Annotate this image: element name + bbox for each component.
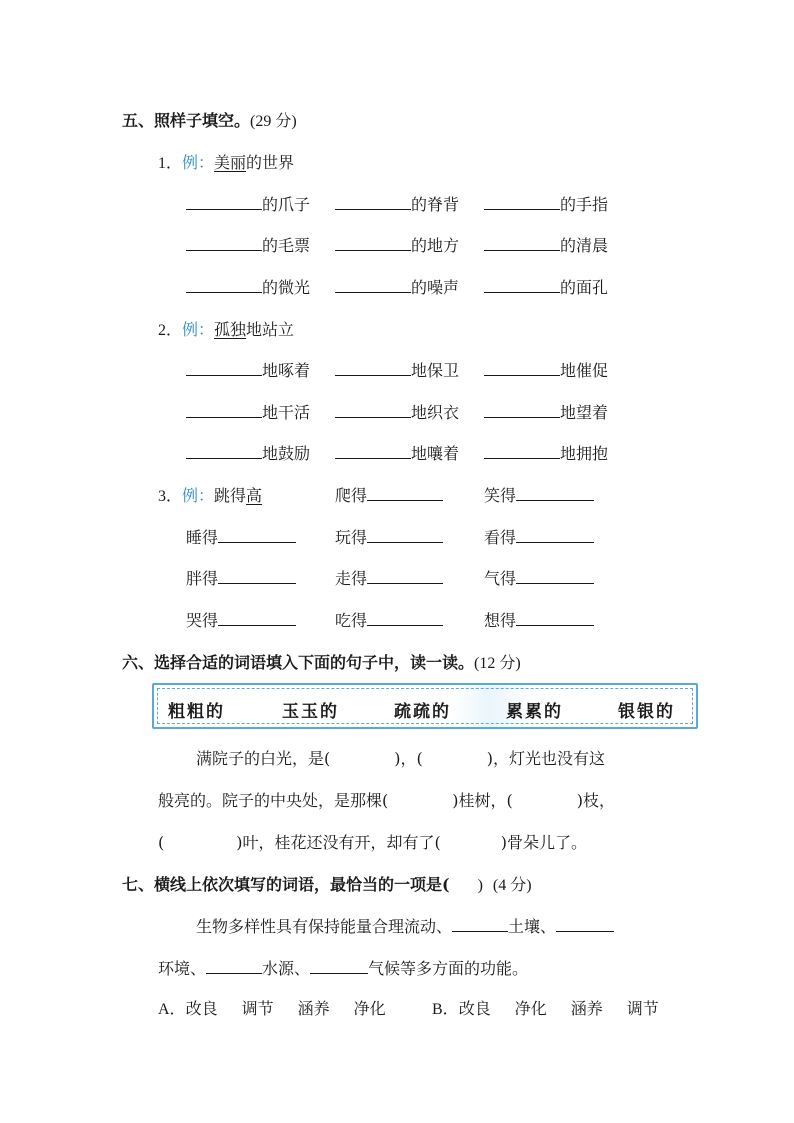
word-bank-item: 疏疏的 <box>394 702 451 722</box>
blank[interactable] <box>484 193 560 210</box>
blank[interactable] <box>335 401 411 418</box>
option-b[interactable]: B．改良 净化 涵养 调节 <box>432 999 659 1018</box>
word-bank-item: 玉玉的 <box>282 702 339 722</box>
blank[interactable] <box>335 442 411 459</box>
blank[interactable] <box>484 442 560 459</box>
q3-row: 想得 <box>484 608 594 631</box>
blank[interactable] <box>484 359 560 376</box>
blank[interactable] <box>310 957 368 974</box>
q3-row: 看得 <box>484 525 594 548</box>
q3-example: 3．例：跳得高 <box>158 486 263 505</box>
blank[interactable] <box>484 234 560 251</box>
blank[interactable] <box>367 609 443 626</box>
q3-row: 睡得 <box>186 525 296 548</box>
blank[interactable] <box>335 359 411 376</box>
example-word: 高 <box>246 486 263 505</box>
passage-line-1: 满院子的白光，是( )，( )，灯光也没有这 <box>196 749 605 768</box>
q7-line-2: 环境、 水源、 气候等多方面的功能。 <box>158 959 529 978</box>
q3-row: 爬得 <box>335 483 443 506</box>
q3-row: 玩得 <box>335 525 443 548</box>
section6-heading: 六、选择合适的词语填入下面的句子中，读一读。(12 分) <box>122 653 521 672</box>
blank[interactable] <box>218 526 296 543</box>
option-a[interactable]: A．改良 调节 涵养 净化 <box>158 999 386 1018</box>
blank[interactable] <box>367 567 443 584</box>
word-bank-box <box>152 683 698 729</box>
example-label: 例： <box>182 486 215 505</box>
word-bank-item: 粗粗的 <box>168 702 225 722</box>
blank[interactable] <box>556 915 614 932</box>
q3-row: 走得 <box>335 566 443 589</box>
blank[interactable] <box>516 567 594 584</box>
example-word: 孤独 <box>214 320 247 339</box>
q3-row: 胖得 <box>186 566 296 589</box>
blank[interactable] <box>516 609 594 626</box>
blank[interactable] <box>186 401 262 418</box>
blank[interactable] <box>484 276 560 293</box>
passage-line-2: 般亮的。院子的中央处，是那棵( )桂树，( )枝， <box>158 791 615 810</box>
blank[interactable] <box>186 276 262 293</box>
blank[interactable] <box>206 957 262 974</box>
section5-heading: 五、照样子填空。(29 分) <box>122 111 297 130</box>
blank[interactable] <box>218 609 296 626</box>
passage-line-3: ( )叶，桂花还没有开，却有了( )骨朵儿了。 <box>158 833 587 852</box>
blank[interactable] <box>186 193 262 210</box>
q2-row: 地干活 地织衣 地望着 <box>186 400 608 423</box>
blank[interactable] <box>335 276 411 293</box>
example-word: 美丽 <box>214 153 247 172</box>
blank[interactable] <box>516 484 594 501</box>
word-bank-item: 银银的 <box>618 702 675 722</box>
q1-row: 的爪子 的脊背 的手指 <box>186 192 608 215</box>
q2-example: 2．例：孤独地站立 <box>158 320 295 339</box>
blank[interactable] <box>186 442 262 459</box>
blank[interactable] <box>367 484 443 501</box>
q3-row: 吃得 <box>335 608 443 631</box>
q2-row: 地鼓励 地嚷着 地拥抱 <box>186 441 608 464</box>
blank[interactable] <box>335 234 411 251</box>
blank[interactable] <box>516 526 594 543</box>
blank[interactable] <box>186 234 262 251</box>
q2-row: 地啄着 地保卫 地催促 <box>186 358 608 381</box>
q1-row: 的毛票 的地方 的清晨 <box>186 233 608 256</box>
blank[interactable] <box>484 401 560 418</box>
blank[interactable] <box>335 193 411 210</box>
word-bank-item: 累累的 <box>506 702 563 722</box>
q3-row: 哭得 <box>186 608 296 631</box>
blank[interactable] <box>218 567 296 584</box>
blank[interactable] <box>367 526 443 543</box>
q1-row: 的微光 的噪声 的面孔 <box>186 275 608 298</box>
example-label: 例： <box>182 320 215 339</box>
q3-row: 笑得 <box>484 483 594 506</box>
section7-heading: 七、横线上依次填写的词语，最恰当的一项是( ) (4 分) <box>122 875 532 894</box>
blank[interactable] <box>452 915 508 932</box>
q7-line-1: 生物多样性具有保持能量合理流动、 土壤、 <box>196 914 614 937</box>
q3-row: 气得 <box>484 566 594 589</box>
example-label: 例： <box>182 153 215 172</box>
q1-example: 1．例：美丽的世界 <box>158 153 295 172</box>
blank[interactable] <box>186 359 262 376</box>
